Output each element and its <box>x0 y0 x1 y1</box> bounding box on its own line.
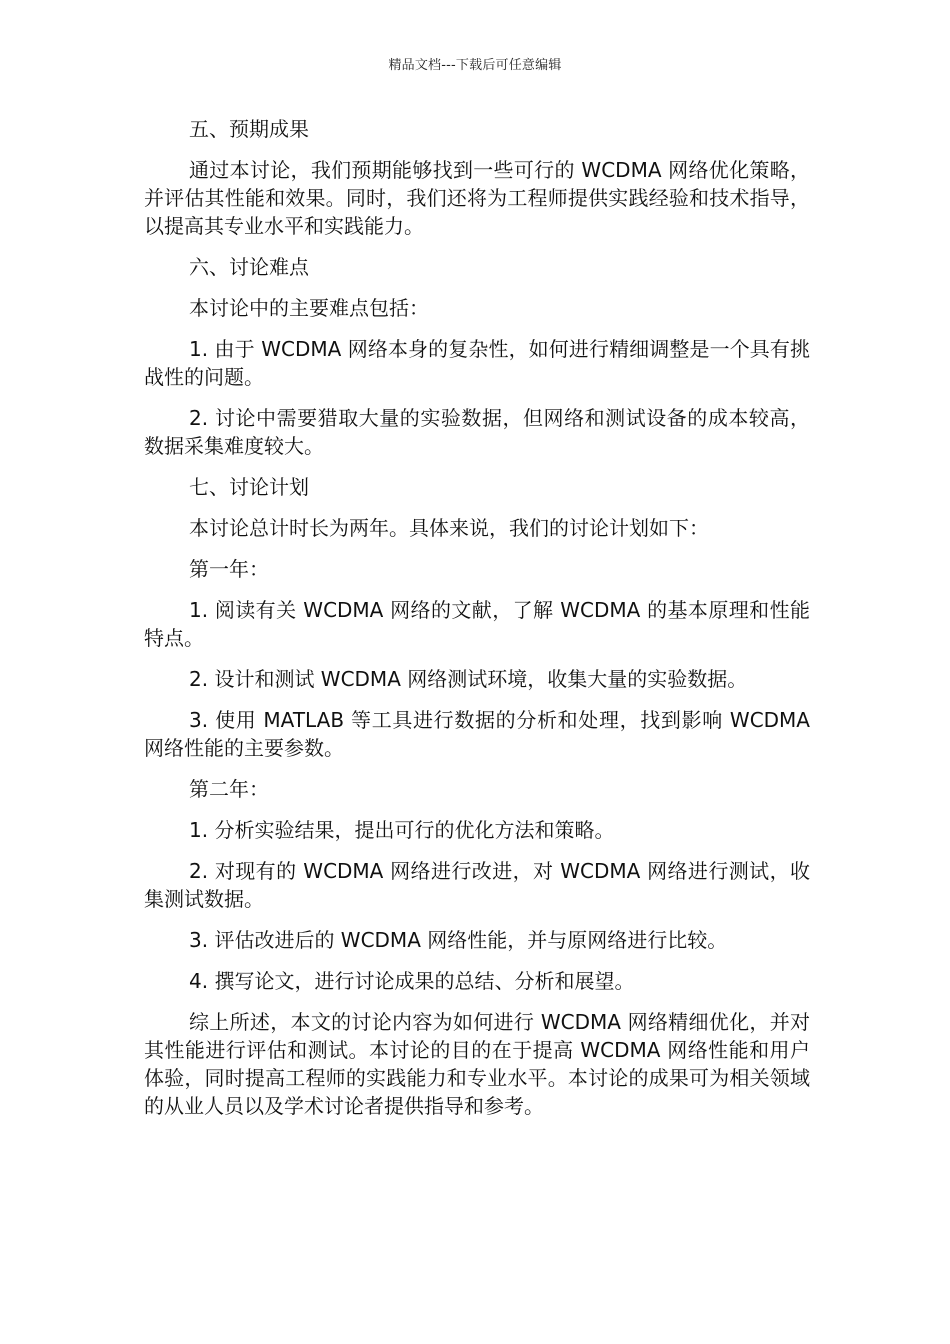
list-item-year2-4: 4. 撰写论文，进行讨论成果的总结、分析和展望。 <box>189 969 635 993</box>
list-item-year2-1: 1. 分析实验结果，提出可行的优化方法和策略。 <box>189 818 615 842</box>
section-heading-expected-results: 五、预期成果 <box>189 117 309 141</box>
list-item-year2-3: 3. 评估改进后的 WCDMA 网络性能，并与原网络进行比较。 <box>189 928 728 952</box>
section-heading-difficulties: 六、讨论难点 <box>189 255 309 279</box>
list-item-year2-2: 2. 对现有的 WCDMA 网络进行改进，对 WCDMA 网络进行测试，收集测试数据。 <box>144 859 810 911</box>
paragraph-expected-results: 通过本讨论，我们预期能够找到一些可行的 WCDMA 网络优化策略，并评估其性能和效果。同时，我们还将为工程师提供实践经验和技术指导，以提高其专业水平和实践能力。 <box>144 158 810 238</box>
list-item-year1-3: 3. 使用 MATLAB 等工具进行数据的分析和处理，找到影响 WCDMA 网络性能的主要参数。 <box>144 708 810 760</box>
paragraph-plan-intro: 本讨论总计时长为两年。具体来说，我们的讨论计划如下： <box>189 516 709 540</box>
list-item-year1-2: 2. 设计和测试 WCDMA 网络测试环境，收集大量的实验数据。 <box>189 667 748 691</box>
document-body <box>144 115 810 1133</box>
section-heading-plan: 七、讨论计划 <box>189 475 309 499</box>
list-item-difficulty-2: 2. 讨论中需要猎取大量的实验数据，但网络和测试设备的成本较高，数据采集难度较大。 <box>144 406 810 458</box>
subheading-year-two: 第二年： <box>189 777 269 801</box>
paragraph-conclusion: 综上所述，本文的讨论内容为如何进行 WCDMA 网络精细优化，并对其性能进行评估和测试。本讨论的目的在于提高 WCDMA 网络性能和用户体验，同时提高工程师的实践能力和专业水平。本讨论的成果可为相关领域的从业人员以及学术讨论者提供指导和参考。 <box>144 1010 810 1118</box>
list-item-difficulty-1: 1. 由于 WCDMA 网络本身的复杂性，如何进行精细调整是一个具有挑战性的问题。 <box>144 337 810 389</box>
list-item-year1-1: 1. 阅读有关 WCDMA 网络的文献，了解 WCDMA 的基本原理和性能特点。 <box>144 598 810 650</box>
subheading-year-one: 第一年： <box>189 557 269 581</box>
page-header: 精品文档---下载后可任意编辑 <box>388 58 562 73</box>
paragraph-difficulties-intro: 本讨论中的主要难点包括： <box>189 296 429 320</box>
